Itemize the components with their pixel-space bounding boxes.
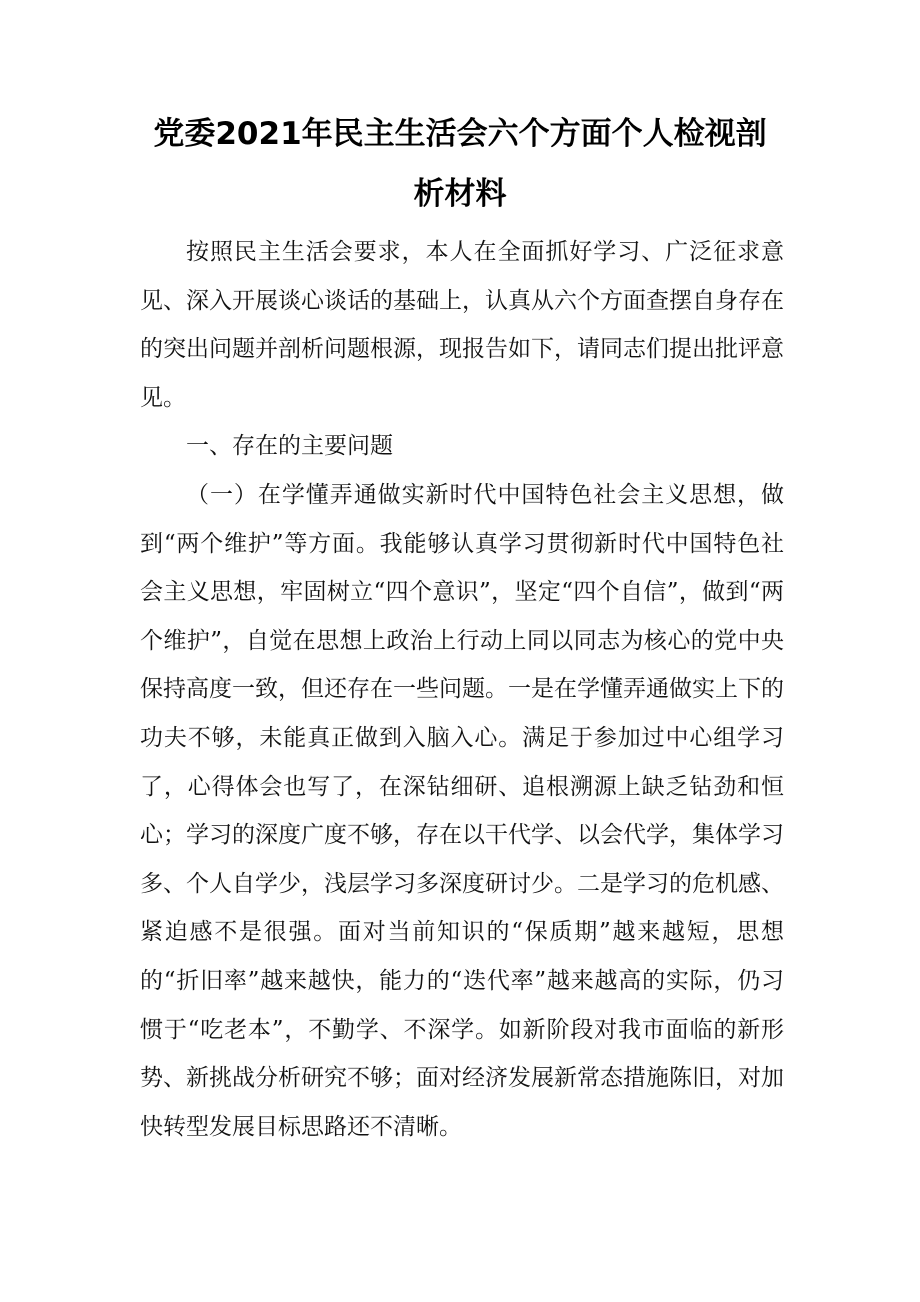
issue-paragraph: （一）在学懂弄通做实新时代中国特色社会主义思想，做到“两个维护”等方面。我能够认真学习贯彻新时代中国特色社会主义思想，牢固树立“四个意识”，坚定“四个自信”，做到“两个维护”，自觉在思想上政治上行动上同以同志为核心的党中央保持高度一致，但还存在一些问题。一是在学懂弄通做实上下的功夫不够，未能真正做到入脑入心。满足于参加过中心组学习了，心得体会也写了，在深钻细研、追根溯源上缺乏钻劲和恒心；学习的深度广度不够，存在以干代学、以会代学，集体学习多、个人自学少，浅层学习多深度研讨少。二是学习的危机感、紧迫感不是很强。面对当前知识的“保质期”越来越短，思想的“折旧率”越来越快，能力的“迭代率”越来越高的实际，仍习惯于“吃老本”，不勤学、不深学。如新阶段对我市面临的新形势、新挑战分析研究不够；面对经济发展新常态措施陈旧，对加快转型发展目标思路还不清晰。	[140, 481, 784, 1140]
document-body	[140, 228, 784, 1151]
intro-paragraph: 按照民主生活会要求，本人在全面抓好学习、广泛征求意见、深入开展谈心谈话的基础上，认真从六个方面查摆自身存在的突出问题并剖析问题根源，现报告如下，请同志们提出批评意见。	[140, 239, 784, 411]
section-heading: 一、存在的主要问题	[186, 433, 393, 460]
document-title: 党委2021年民主生活会六个方面个人检视剖析材料	[153, 116, 767, 212]
